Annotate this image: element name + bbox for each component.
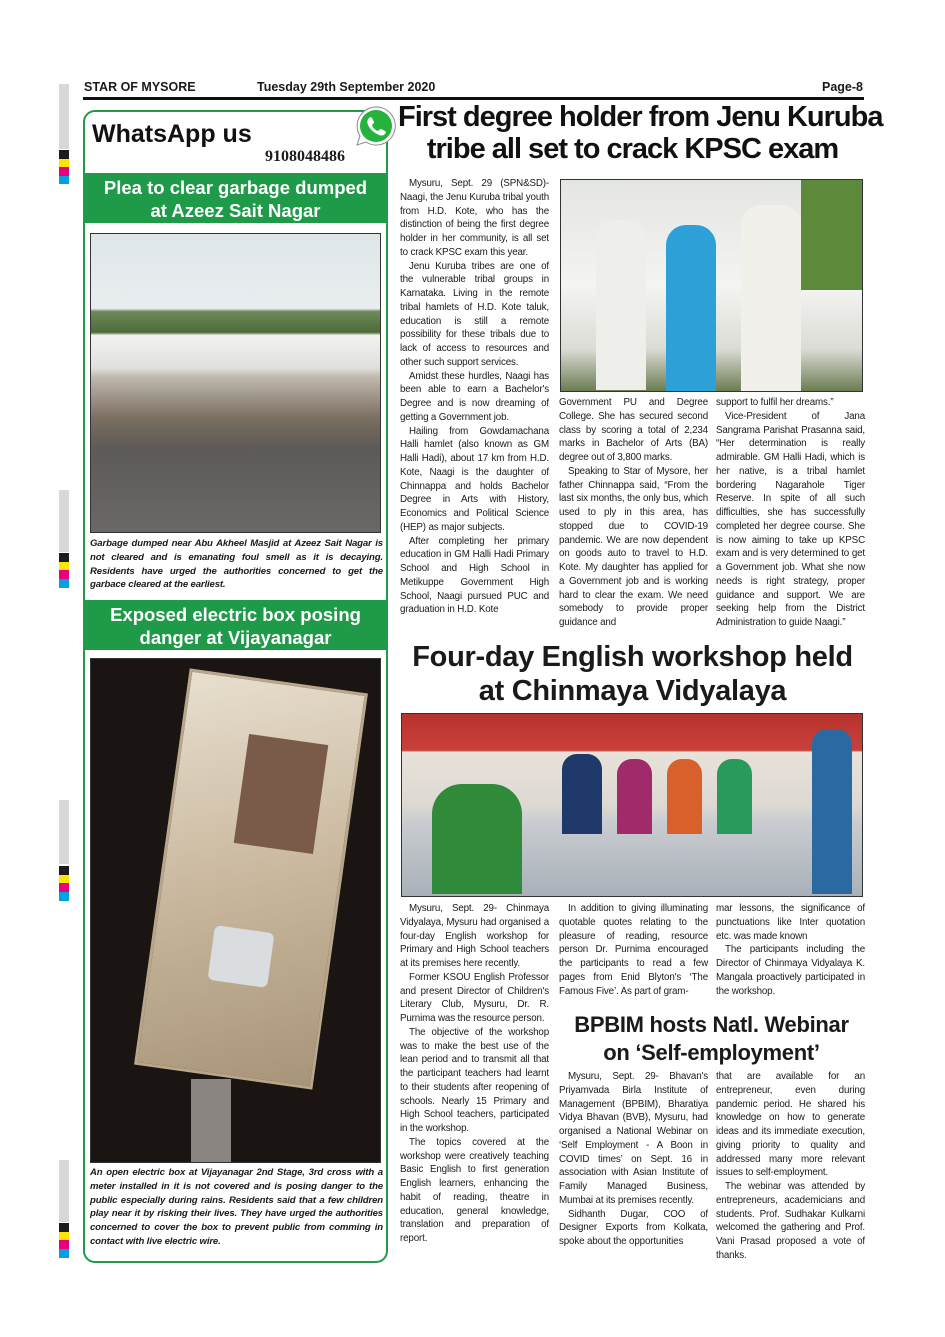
- paragraph: The topics covered at the workshop were creatively teaching Basic English to first generation English learners, enhancing the habit of reading, theatre in education, general knowledge, translation and preparation of report.: [400, 1136, 549, 1244]
- garbage-caption: Garbage dumped near Abu Akheel Masjid at Azeez Sait Nagar is not cleared and is emanating foul smell as it is decaying. Residents have urged the authorities concerned to get the garbace cleared at the earliest.: [90, 538, 383, 591]
- page-number: Page-8: [822, 80, 863, 94]
- paragraph: In addition to giving illuminating quotable quotes relating to the pleasure of reading, resource person Dr. Purnima encouraged the participants to read a few pages from Enid Blyton's ‘The Famous Five’. As part of gram-: [559, 903, 708, 997]
- article3-column-1: [559, 1070, 708, 1249]
- article2-column-1: [400, 902, 549, 1246]
- header-rule: [83, 97, 864, 100]
- registration-bar: [59, 490, 69, 552]
- article2-column-2: [559, 902, 708, 998]
- paragraph: that are available for an entrepreneur, even during pandemic period. He shared his knowledge on how to generate ideas and its immediate execution, giving priority to quality and addressed many more relevant issues to self-employment.: [716, 1071, 865, 1179]
- registration-bar: [59, 1160, 69, 1222]
- headline-line: on ‘Self-employment’: [603, 1040, 820, 1065]
- whatsapp-title: WhatsApp us: [92, 120, 252, 148]
- article1-column-3: [716, 396, 865, 630]
- headline-line: at Chinmaya Vidyalaya: [478, 675, 787, 707]
- paragraph: The webinar was attended by entrepreneurs, academicians and students. Prof. Sudhakar Kulkarni welcomed the gathering and Prof. Vani Prasad proposed a vote of thanks.: [716, 1181, 865, 1261]
- registration-mark: [59, 1232, 69, 1240]
- paragraph: After completing her primary education in GM Halli Hadi Primary School and High School in Metikuppe Government High School, Naagi pursued PUC and graduation in H.D. Kote: [400, 535, 549, 616]
- headline-line: Exposed electric box posing: [110, 604, 361, 625]
- whatsapp-number: 9108048486: [265, 148, 345, 165]
- paragraph: Government PU and Degree College. She has secured second class by scoring a total of 2,234 marks in Bachelor of Arts (BA) degree out of 3,800 marks.: [559, 397, 708, 463]
- paragraph: Hailing from Gowdamachana Halli hamlet (also known as GM Halli Hadi), about 17 km from H.D. Kote, Naagi is the daughter of Chinnappa and holds Bachelor Degree in Arts with History, Economics and Political Science (HEP) as major subjects.: [400, 425, 549, 533]
- headline-line: Plea to clear garbage dumped: [103, 177, 368, 198]
- article2-column-3: [716, 902, 865, 998]
- workshop-photo: [401, 713, 863, 897]
- whatsapp-icon: [354, 104, 398, 148]
- headline-line: danger at Vijayanagar: [139, 627, 332, 648]
- paper-name: STAR OF MYSORE: [84, 80, 196, 94]
- paragraph: The participants including the Director of Chinmaya Vidyalaya K. Mangala proactively participated in the workshop.: [716, 944, 865, 997]
- registration-mark: [59, 562, 69, 570]
- paragraph: Former KSOU English Professor and present Director of Children's Literary Club, Mysuru, Dr. R. Purnima was the resource person.: [400, 971, 549, 1024]
- registration-mark: [59, 159, 69, 167]
- article3-headline: [558, 1011, 865, 1067]
- electric-box-caption: An open electric box at Vijayanagar 2nd Stage, 3rd cross with a meter installed in it is not covered and is posing danger to the public especially during rains. Residents said that a few children play near it by risking their lives. They have urged the authorities concerned to cover the box to prevent public from comming in contact with live electric wire.: [90, 1167, 383, 1247]
- paragraph: Jenu Kuruba tribes are one of the vulnerable tribal groups in Karnataka. Living in the remote tribal hamlets of H.D. Kote taluk, education is still a remote possibility for these tribals due to lack of access to resources and other such support services.: [400, 260, 549, 368]
- paragraph: The objective of the workshop was to make the best use of the lean period and to transmit all that the participant teachers had learnt to their students after reopening of schools. Nearly 15 Primary and High School teachers, participated in the workshop.: [400, 1026, 549, 1134]
- naagi-family-photo: [560, 179, 863, 392]
- headline-line: BPBIM hosts Natl. Webinar: [574, 1012, 849, 1037]
- paragraph: Vice-President of Jana Sangrama Parishat Prasanna said, “Her determination is really admirable. GM Halli Hadi, which is her native, is a tribal hamlet bordering Nagarahole Tiger Reserve. In spite of all such difficulties, she has successfully completed her degree course. She is now aiming to take up KPSC exam and is very determined to get a Government job. What she now needs is right strategy, proper guidance and support. We are seeking help from the District Administration to guide Naagi.”: [716, 410, 865, 628]
- paragraph: Mysuru, Sept. 29- Chinmaya Vidyalaya, Mysuru had organised a four-day English workshop for Primary and High School teachers at its premises here recently.: [400, 903, 549, 969]
- registration-mark: [59, 167, 69, 176]
- story-headline-electric-box: [85, 600, 386, 650]
- paragraph: Sidhanth Dugar, COO of Designer Exports from Kolkata, spoke about the opportunities: [559, 1208, 708, 1247]
- paragraph: Mysuru, Sept. 29 (SPN&SD)- Naagi, the Jenu Kuruba tribal youth from H.D. Kote, who has the distinction of being the first degree holder in her community, is all set to crack KPSC exam this year.: [400, 178, 549, 258]
- article2-headline: [400, 640, 865, 708]
- registration-mark: [59, 892, 69, 901]
- paragraph: Speaking to Star of Mysore, her father Chinnappa said, “From the last six months, the only bus, which used to ply in this area, has stopped due to COVID-19 pandemic. We are now dependent on goods auto to travel to H.D. Kote. My daughter has applied for a Government job and is working hard to clear the exam. We need somebody to provide proper guidance and: [559, 465, 708, 628]
- registration-mark: [59, 579, 69, 588]
- registration-mark: [59, 176, 69, 184]
- paragraph: Amidst these hurdles, Naagi has been able to earn a Bachelor's Degree and is now dreaming of getting a Government job.: [400, 370, 549, 423]
- registration-mark: [59, 1223, 69, 1232]
- registration-mark: [59, 553, 69, 562]
- registration-bar: [59, 800, 69, 864]
- headline-line: at Azeez Sait Nagar: [150, 200, 321, 221]
- registration-mark: [59, 866, 69, 875]
- article1-column-2: [559, 396, 708, 630]
- headline-line: Four-day English workshop held: [412, 641, 853, 673]
- story-headline-garbage: [85, 173, 386, 223]
- paragraph: mar lessons, the significance of punctuations like Inter quotation etc. was made known: [716, 903, 865, 942]
- headline-line: First degree holder from Jenu Kuruba: [398, 101, 883, 133]
- headline-line: tribe all set to crack KPSC exam: [426, 133, 839, 165]
- registration-bar: [59, 84, 69, 149]
- article3-column-2: [716, 1070, 865, 1263]
- paragraph: support to fulfil her dreams.”: [716, 397, 834, 408]
- registration-mark: [59, 875, 69, 883]
- registration-mark: [59, 883, 69, 892]
- article1-column-1: [400, 177, 549, 617]
- registration-mark: [59, 1240, 69, 1249]
- electric-box-photo: [90, 658, 381, 1163]
- issue-date: Tuesday 29th September 2020: [257, 80, 436, 94]
- paragraph: Mysuru, Sept. 29- Bhavan's Priyamvada Birla Institute of Management (BPBIM), Bharatiya Vidya Bhavan (BVB), Mysuru, had organised a National Webinar on ‘Self Employment - A Boon in COVID times’ on Sept. 16 in association with Asian Institute of Family Managed Business, Mumbai at its premises recently.: [559, 1071, 708, 1206]
- registration-mark: [59, 150, 69, 159]
- article1-headline: [398, 101, 883, 165]
- registration-mark: [59, 1249, 69, 1258]
- registration-mark: [59, 570, 69, 579]
- garbage-photo: [90, 233, 381, 533]
